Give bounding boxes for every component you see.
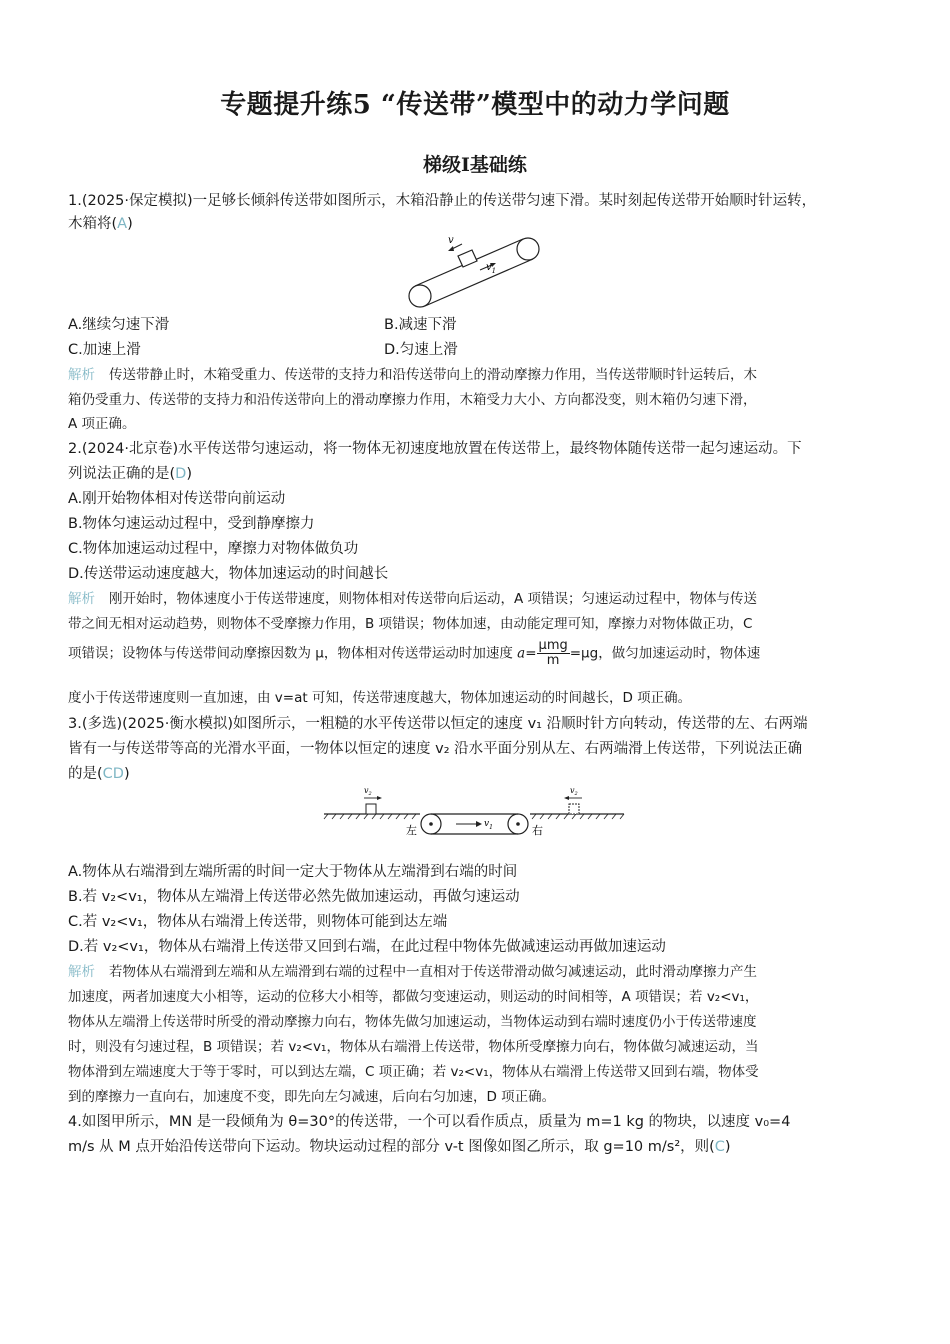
q1-option-c: C.加速上滑 xyxy=(68,342,141,358)
page-title: 专题提升练5 “传送带”模型中的动力学问题 xyxy=(220,90,730,120)
q3-answer: CD xyxy=(102,766,124,782)
q3-figure-horizontal-belt xyxy=(320,784,630,840)
q2-option-a: A.刚开始物体相对传送带向前运动 xyxy=(68,491,286,507)
left-v2-arrowhead xyxy=(377,796,382,800)
q4-stem-line-2: m/s 从 M 点开始沿传送带向下运动。物块运动过程的部分 v-t 图像如图乙所示，取 g=10 m/s²，则(C) xyxy=(68,1139,731,1155)
q3-option-c: C.若 v₂<v₁，物体从右端滑上传送带，则物体可能到达左端 xyxy=(68,914,448,930)
belt-bottom xyxy=(425,259,533,306)
q4-answer: C xyxy=(714,1139,725,1155)
q1-option-a: A.继续匀速下滑 xyxy=(68,317,170,333)
q1-explanation-line-2: 箱仍受重力、传送带的支持力和沿传送带向上的滑动摩擦力作用，木箱受力大小、方向都没变，则木箱仍匀速下滑， xyxy=(68,392,757,408)
q1-answer: A xyxy=(117,216,128,232)
q4-stem-line-1: 4.如图甲所示，MN 是一段倾角为 θ=30°的传送带，一个可以看作质点，质量为 m=1 kg 的物块，以速度 v₀=4 xyxy=(68,1114,791,1130)
q3-explanation-line-4: 时，则没有匀速过程，B 项错误；若 v₂<v₁，物体从右端滑上传送带，物体所受摩擦力向右，物体做匀减速运动，当 xyxy=(68,1039,759,1055)
q2-stem-line-1: 2.(2024·北京卷)水平传送带匀速运动，将一物体无初速度地放置在传送带上，最终物体随传送带一起匀速运动。下 xyxy=(68,441,802,457)
q1-option-row-1 xyxy=(68,314,457,336)
q1-stem-line-1: 1.(2025·保定模拟)一足够长倾斜传送带如图所示，木箱沿静止的传送带匀速下滑。某时刻起传送带开始顺时针运转， xyxy=(68,193,817,209)
q1-stem-text: 木箱将( xyxy=(68,216,118,232)
q1-explanation-tag: 解析 xyxy=(68,367,95,383)
wooden-box xyxy=(458,250,477,267)
q3-explanation-line-5: 物体滑到左端速度大于等于零时，可以到达左端，C 项正确；若 v₂<v₁，物体从右端滑上传送带又回到右端，物体受 xyxy=(68,1064,759,1080)
q3-option-a: A.物体从右端滑到左端所需的时间一定大于物体从左端滑到右端的时间 xyxy=(68,864,518,880)
v1-arrowhead xyxy=(476,821,482,827)
q1-option-row-2 xyxy=(68,339,458,361)
q2-explanation-line-3: 项错误；设物体与传送带间动摩擦因数为 μ，物体相对传送带运动时加速度 a= $\frac{\text{μmg}}{m}$ =μg，做匀加速运动时，物体速 xyxy=(68,638,761,668)
v-arrowhead xyxy=(448,246,454,251)
q3-explanation-line-3: 物体从左端滑上传送带时所受的滑动摩擦力向右，物体先做匀加速运动，当物体运动到右端时速度仍小于传送带速度 xyxy=(68,1014,757,1030)
v-label: v xyxy=(448,235,454,246)
q2-stem-line-2: 列说法正确的是(D) xyxy=(68,466,193,482)
q2-answer: D xyxy=(175,466,187,482)
right-v2-label: $v_2$ xyxy=(570,786,578,797)
q1-option-b: B.减速下滑 xyxy=(384,317,457,333)
q2-option-c: C.物体加速运动过程中，摩擦力对物体做负功 xyxy=(68,541,359,557)
q2-explanation-line-1: 解析 刚开始时，物体速度小于传送带速度，则物体相对传送带向后运动，A 项错误；匀速运动过程中，物体与传送 xyxy=(68,591,758,607)
q1-explanation-line-1: 解析 传送带静止时，木箱受重力、传送带的支持力和沿传送带向上的滑动摩擦力作用，当传送带顺时针运转后，木 xyxy=(68,367,757,383)
q3-option-b: B.若 v₂<v₁，物体从左端滑上传送带必然先做加速运动，再做匀速运动 xyxy=(68,889,520,905)
v1-label: $v_1$ xyxy=(484,819,493,831)
q3-stem-line-2: 皆有一与传送带等高的光滑水平面，一物体以恒定的速度 v₂ 沿水平面分别从左、右两端滑上传送带，下列说法正确 xyxy=(68,741,803,757)
q1-stem-line-2 xyxy=(68,213,133,235)
q2-explanation-line-2: 带之间无相对运动趋势，则物体不受摩擦力作用，B 项错误；物体加速，由动能定理可知，摩擦力对物体做正功，C xyxy=(68,616,753,632)
left-v2-label: $v_2$ xyxy=(364,786,372,797)
q1-paren: ) xyxy=(127,216,133,232)
upper-pulley xyxy=(517,238,539,260)
section-title: 梯级Ⅰ基础练 xyxy=(423,154,527,176)
q3-explanation-tag: 解析 xyxy=(68,964,95,980)
lower-pulley xyxy=(409,285,431,307)
right-pulley-axle xyxy=(516,822,520,826)
q3-stem-line-3: 的是(CD) xyxy=(68,766,130,782)
left-block xyxy=(366,804,376,814)
friction-acceleration-fraction: $\frac{\text{μmg}}{m}$ xyxy=(538,638,568,668)
ground-hatch-left xyxy=(324,814,416,819)
right-block xyxy=(569,804,579,814)
ground-hatch-right xyxy=(532,814,624,819)
q2-option-b: B.物体匀速运动过程中，受到静摩擦力 xyxy=(68,516,315,532)
right-v2-arrowhead xyxy=(564,796,569,800)
q3-explanation-line-1: 解析 若物体从右端滑到左端和从左端滑到右端的过程中一直相对于传送带滑动做匀减速运动，此时滑动摩擦力产生 xyxy=(68,964,757,980)
q3-option-d: D.若 v₂<v₁，物体从右端滑上传送带又回到右端，在此过程中物体先做减速运动再做加速运动 xyxy=(68,939,666,955)
left-end-label: 左 xyxy=(406,824,417,837)
right-end-label: 右 xyxy=(532,824,543,837)
v1-label: $v_1$ xyxy=(486,262,497,275)
q1-figure-inclined-belt xyxy=(400,234,550,312)
q3-stem-line-1: 3.(多选)(2025·衡水模拟)如图所示，一粗糙的水平传送带以恒定的速度 v₁ 沿顺时针方向转动，传送带的左、右两端 xyxy=(68,716,808,732)
q2-option-d: D.传送带运动速度越大，物体加速运动的时间越长 xyxy=(68,566,389,582)
q1-option-d: D.匀速上滑 xyxy=(384,342,458,358)
q2-explanation-tag: 解析 xyxy=(68,591,95,607)
q3-explanation-line-6: 到的摩擦力一直向右，加速度不变，即先向左匀减速，后向右匀加速，D 项正确。 xyxy=(68,1089,556,1105)
q3-explanation-line-2: 加速度，两者加速度大小相等，运动的位移大小相等，都做匀变速运动，则运动的时间相等，A 项错误；若 v₂<v₁， xyxy=(68,989,759,1005)
left-pulley-axle xyxy=(429,822,433,826)
q1-explanation-line-3: A 项正确。 xyxy=(68,416,136,432)
q2-explanation-line-4: 度小于传送带速度则一直加速，由 v=at 可知，传送带速度越大，物体加速运动的时间越长，D 项正确。 xyxy=(68,690,692,706)
